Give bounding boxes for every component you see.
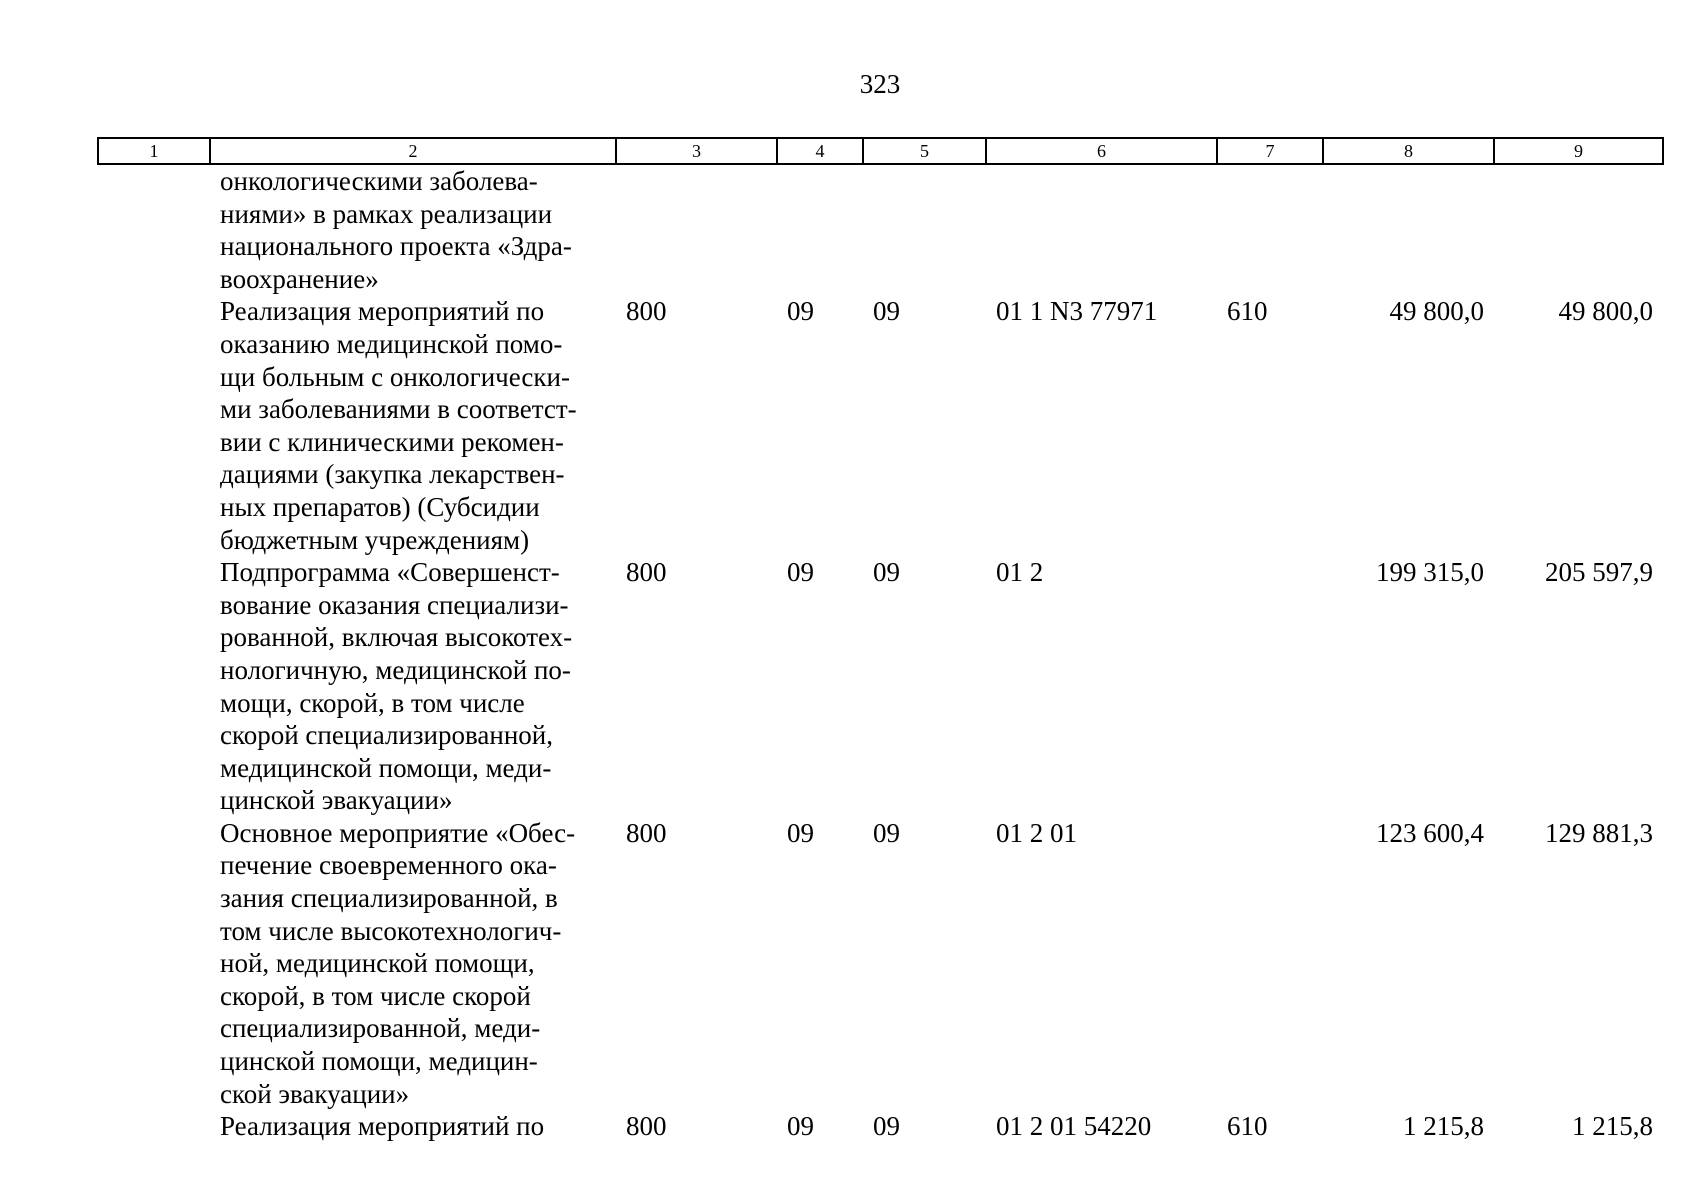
column-header-2: 2 — [210, 138, 616, 164]
description-line: вии с клиническими рекомен- — [220, 426, 564, 457]
subsection-code-cell: 09 — [873, 817, 900, 848]
description-line: национального проекта «Здра- — [220, 231, 572, 262]
description-line: скорой, в том числе скорой — [220, 980, 531, 1011]
description-line: мощи, скорой, в том числе — [220, 687, 525, 718]
description-line: медицинской помощи, меди- — [220, 752, 552, 783]
ministry-code-cell: 800 — [626, 557, 667, 588]
amount-col9-cell — [1494, 164, 1663, 295]
amount-col8-cell: 123 600,4 — [1376, 817, 1484, 848]
subsection-code-cell: 09 — [873, 1111, 900, 1142]
target-article-cell: 01 1 N3 77971 — [996, 296, 1158, 327]
target-article-cell — [986, 164, 1217, 295]
column-header-5: 5 — [863, 138, 986, 164]
row-description — [210, 817, 616, 1110]
description-line: нологичную, медицинской по- — [220, 654, 571, 685]
target-article-cell: 01 2 01 — [996, 817, 1077, 848]
column-header-7: 7 — [1217, 138, 1323, 164]
description-line: бюджетным учреждениям) — [220, 524, 530, 555]
row-description — [210, 164, 616, 295]
table-row — [98, 164, 1663, 295]
amount-col9-cell: 1 215,8 — [1572, 1111, 1653, 1142]
expense-type-cell — [1217, 817, 1323, 1110]
description-line: ных препаратов) (Субсидии — [220, 491, 540, 522]
expense-type-cell — [1217, 164, 1323, 295]
ministry-code-cell: 800 — [626, 296, 667, 327]
section-code-cell: 09 — [787, 817, 814, 848]
target-article-cell: 01 2 — [996, 557, 1044, 588]
row-description — [210, 556, 616, 817]
description-line: дациями (закупка лекарствен- — [220, 459, 565, 490]
description-line: цинской эвакуации» — [220, 785, 453, 816]
description-line: щи больным с онкологически- — [220, 361, 570, 392]
ministry-code-cell: 800 — [626, 817, 667, 848]
row-number-cell — [98, 164, 210, 295]
row-number-cell — [98, 556, 210, 817]
budget-table — [97, 137, 1664, 1143]
description-line: печение своевременного ока- — [220, 850, 557, 881]
row-number-cell — [98, 295, 210, 556]
description-line: Реализация мероприятий по — [220, 1111, 545, 1142]
description-line: ской эвакуации» — [220, 1078, 410, 1109]
target-article-cell: 01 2 01 54220 — [996, 1111, 1152, 1142]
amount-col9-cell: 49 800,0 — [1558, 296, 1653, 327]
description-line: том числе высокотехнологич- — [220, 915, 562, 946]
description-line: цинской помощи, медицин- — [220, 1046, 538, 1077]
description-line: ной, медицинской помощи, — [220, 948, 535, 979]
description-line: воохранение» — [220, 263, 379, 294]
page-number: 323 — [859, 69, 901, 99]
expense-type-cell — [1217, 556, 1323, 817]
description-line: рованной, включая высокотех- — [220, 622, 573, 653]
description-line: Реализация мероприятий по — [220, 296, 545, 327]
column-header-8: 8 — [1323, 138, 1494, 164]
section-code-cell: 09 — [787, 1111, 814, 1142]
expense-type-cell: 610 — [1227, 296, 1268, 327]
table-row — [98, 295, 1663, 556]
description-line: ми заболеваниями в соответст- — [220, 394, 577, 425]
table-row — [98, 1110, 1663, 1143]
description-line: Подпрограмма «Совершенст- — [220, 557, 560, 588]
column-header-9: 9 — [1494, 138, 1663, 164]
description-line: ниями» в рамках реализации — [220, 198, 553, 229]
description-line: вование оказания специализи- — [220, 589, 569, 620]
row-description — [210, 295, 616, 556]
description-line: онкологическими заболева- — [220, 166, 538, 196]
section-code-cell: 09 — [787, 557, 814, 588]
column-header-6: 6 — [986, 138, 1217, 164]
table-row — [98, 556, 1663, 817]
row-description — [210, 1110, 616, 1143]
header-row — [98, 138, 1663, 164]
column-header-1: 1 — [98, 138, 210, 164]
subsection-code-cell — [863, 164, 986, 295]
amount-col9-cell: 205 597,9 — [1545, 557, 1653, 588]
section-code-cell: 09 — [787, 296, 814, 327]
description-line: Основное мероприятие «Обес- — [220, 817, 576, 848]
amount-col8-cell: 49 800,0 — [1389, 296, 1484, 327]
row-number-cell — [98, 817, 210, 1110]
description-line: зания специализированной, в — [220, 883, 558, 914]
column-header-3: 3 — [616, 138, 777, 164]
ministry-code-cell: 800 — [626, 1111, 667, 1142]
description-line: скорой специализированной, — [220, 720, 553, 751]
amount-col8-cell: 199 315,0 — [1376, 557, 1484, 588]
description-line: специализированной, меди- — [220, 1013, 541, 1044]
description-line: оказанию медицинской помо- — [220, 328, 563, 359]
table-row — [98, 817, 1663, 1110]
column-header-4: 4 — [777, 138, 863, 164]
ministry-code-cell — [616, 164, 777, 295]
section-code-cell — [777, 164, 863, 295]
row-number-cell — [98, 1110, 210, 1143]
subsection-code-cell: 09 — [873, 296, 900, 327]
subsection-code-cell: 09 — [873, 557, 900, 588]
amount-col8-cell: 1 215,8 — [1403, 1111, 1484, 1142]
expense-type-cell: 610 — [1227, 1111, 1268, 1142]
amount-col8-cell — [1323, 164, 1494, 295]
amount-col9-cell: 129 881,3 — [1545, 817, 1653, 848]
